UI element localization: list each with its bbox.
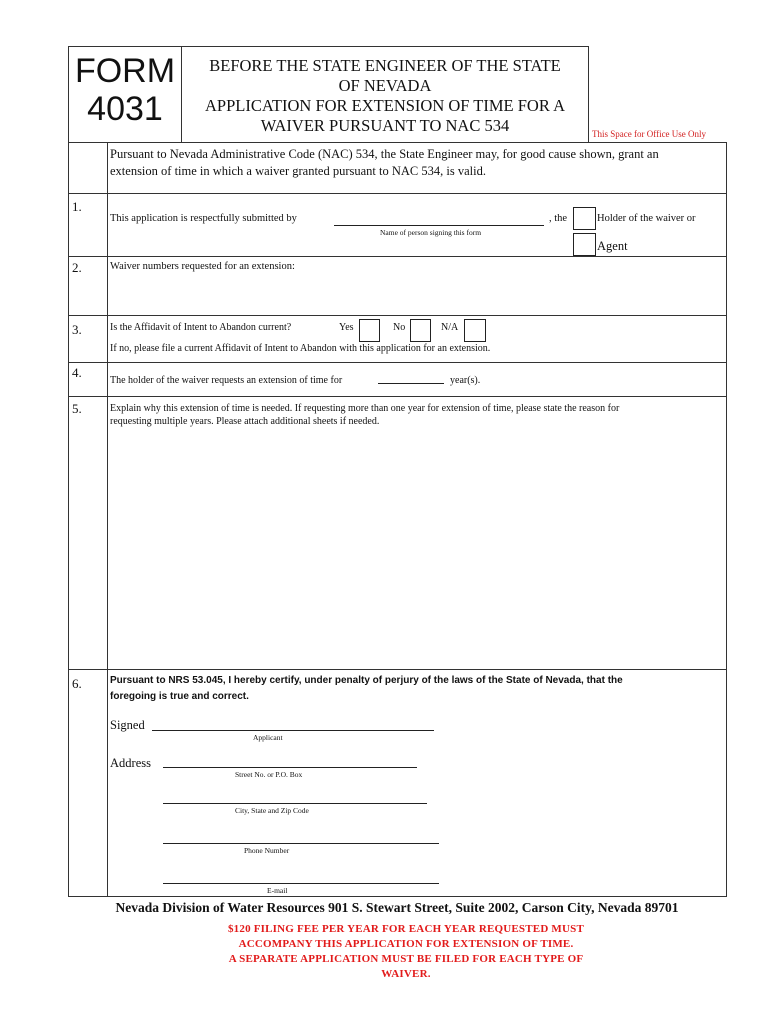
office-use-label: This Space for Office Use Only [592,129,707,139]
section-2-text: Waiver numbers requested for an extension: [110,261,295,272]
holder-label: Holder of the waiver or [597,213,696,224]
phone-field[interactable] [163,843,439,844]
street-field[interactable] [163,767,417,768]
agent-label: Agent [597,239,628,253]
section-3-number: 3. [72,322,82,337]
phone-caption: Phone Number [244,846,290,855]
email-field[interactable] [163,883,439,884]
section-1-text: This application is respectfully submitted by [110,213,297,224]
email-caption: E-mail [267,886,288,895]
na-label: N/A [441,322,459,333]
fee-line-3: A SEPARATE APPLICATION MUST BE FILED FOR EACH TYPE OF [228,953,584,965]
header-line-4: WAIVER PURSUANT TO NAC 534 [260,116,510,135]
applicant-name-field[interactable] [334,225,544,226]
no-checkbox[interactable] [410,319,431,342]
address-label: Address [110,756,151,770]
signature-field[interactable] [152,730,434,731]
intro-line-2: extension of time in which a waiver granted pursuant to NAC 534, is valid. [110,164,486,178]
section-5-text [110,402,722,428]
years-field[interactable] [378,383,444,384]
certification-text [110,673,722,705]
section-5-number: 5. [72,401,82,416]
section-5-line-1: Explain why this extension of time is needed. If requesting more than one year for extension of time, please state the reason for [110,403,620,414]
header-line-2: OF NEVADA [338,76,432,95]
filing-fee-notice [150,922,662,982]
certification-line-1: Pursuant to NRS 53.045, I hereby certify, under penalty of perjury of the laws of the State of Nevada, that the [110,675,623,686]
holder-checkbox[interactable] [573,207,596,230]
form-number-block [69,52,181,128]
section-4-text: The holder of the waiver requests an extension of time for [110,375,343,386]
city-field[interactable] [163,803,427,804]
section-1-number: 1. [72,199,82,214]
yes-checkbox[interactable] [359,319,380,342]
footer-address: Nevada Division of Water Resources 901 S. Stewart Street, Suite 2002, Carson City, Nevada 89701 [115,900,679,915]
affidavit-note: If no, please file a current Affidavit of Intent to Abandon with this application for an extension. [110,343,491,354]
affidavit-question: Is the Affidavit of Intent to Abandon current? [110,322,292,333]
form-header [182,56,588,136]
no-label: No [393,322,406,333]
yes-label: Yes [339,322,354,333]
signed-label: Signed [110,718,145,732]
certification-line-2: foregoing is true and correct. [110,691,249,702]
intro-line-1: Pursuant to Nevada Administrative Code (NAC) 534, the State Engineer may, for good cause shown, grant an [110,147,659,161]
section-4-number: 4. [72,365,82,380]
na-checkbox[interactable] [464,319,486,342]
section-6-number: 6. [72,676,82,691]
fee-line-2: ACCOMPANY THIS APPLICATION FOR EXTENSION OF TIME. [238,938,574,950]
form-number: 4031 [87,90,163,128]
section-4-years: year(s). [450,375,481,386]
city-caption: City, State and Zip Code [235,806,309,815]
applicant-name-caption: Name of person signing this form [380,228,482,237]
header-line-3: APPLICATION FOR EXTENSION OF TIME FOR A [205,96,565,115]
street-caption: Street No. or P.O. Box [235,770,303,779]
header-line-1: BEFORE THE STATE ENGINEER OF THE STATE [209,56,561,75]
section-1-the: , the [549,213,568,224]
applicant-caption: Applicant [253,733,283,742]
form-word: FORM [74,52,176,90]
section-2-number: 2. [72,260,82,275]
agent-checkbox[interactable] [573,233,596,256]
intro-text [110,146,725,180]
fee-line-1: $120 FILING FEE PER YEAR FOR EACH YEAR REQUESTED MUST [227,923,584,935]
section-5-line-2: requesting multiple years. Please attach additional sheets if needed. [110,416,380,427]
explanation-area[interactable] [110,432,722,664]
fee-line-4: WAIVER. [381,968,431,980]
